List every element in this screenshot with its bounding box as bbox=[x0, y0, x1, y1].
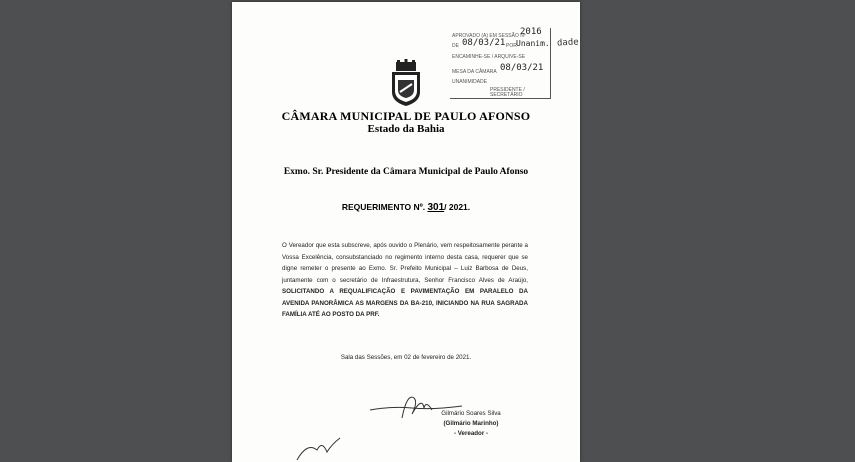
request-number: 301 bbox=[427, 202, 445, 213]
stamp-label-por: POR bbox=[506, 43, 517, 49]
second-signature-icon bbox=[292, 432, 352, 462]
stamp-label-file: ENCAMINHE-SE / ARQUIVE-SE bbox=[452, 54, 526, 60]
signatory-nickname: (Gilmário Marinho) bbox=[443, 420, 499, 427]
request-heading bbox=[232, 202, 580, 213]
signatory-name: Gilmário Soares Silva bbox=[441, 410, 501, 417]
stamp-handwritten-por: Unanim. bbox=[516, 39, 550, 48]
body-text-bold: SOLICITANDO A REQUALIFICAÇÃO E PAVIMENTAÇÃO EM PARALELO DA AVENIDA PANORÂMICA AS MARGENS DA BA-210, INICIANDO NA RUA SAGRADA FAMÍLIA ATÉ AO POSTO DA PRF. bbox=[282, 288, 528, 318]
document-page bbox=[232, 2, 580, 462]
request-year: / 2021. bbox=[444, 202, 471, 212]
salutation: Exmo. Sr. Presidente da Câmara Municipal de Paulo Afonso bbox=[283, 167, 529, 177]
request-body bbox=[282, 240, 528, 321]
approval-stamp: APROVADO (A) EM SESSÃO Nº 2016 DE 08/03/21 POR Unanim. ENCAMINHE-SE / ARQUIVE-SE MESA DA CÂMARA 08/03/21 PRESIDENTE / SECRETÁRIO UNANIMIDADE bbox=[450, 28, 554, 102]
stamp-label-approved: APROVADO (A) EM SESSÃO Nº bbox=[452, 33, 526, 39]
stamp-label-extra: UNANIMIDADE bbox=[452, 79, 488, 85]
stamp-date-1: 08/03/21 bbox=[462, 38, 506, 48]
stamp-edge-note: dade bbox=[556, 37, 579, 49]
stamp-session-number: 2016 bbox=[520, 27, 542, 37]
stamp-date-2: 08/03/21 bbox=[500, 63, 544, 73]
institution-name: CÂMARA MUNICIPAL DE PAULO AFONSO bbox=[281, 109, 531, 123]
municipal-crest-icon bbox=[386, 58, 426, 108]
state-name: Estado da Bahia bbox=[367, 123, 445, 135]
request-label: REQUERIMENTO Nº. bbox=[341, 202, 426, 212]
stamp-label-sig: PRESIDENTE / SECRETÁRIO bbox=[490, 87, 525, 98]
body-text-plain: O Vereador que esta subscreve, após ouvido o Plenário, vem respeitosamente perante a Vossa Excelência, consubstanciado no regimento interno desta casa, requerer que se digne remeter o presente ao Exmo. Sr. Prefeito Municipal – Luiz Barbosa de Deus, juntamente com o secretário de Infraestrutura, Senhor Francisco Alves de Araújo, bbox=[282, 242, 528, 284]
stamp-label-date2: MESA DA CÂMARA bbox=[452, 69, 497, 75]
closing-date: Sala das Sessões, em 02 de fevereiro de 2021. bbox=[340, 354, 472, 361]
signatory-role: - Vereador - bbox=[453, 430, 489, 437]
